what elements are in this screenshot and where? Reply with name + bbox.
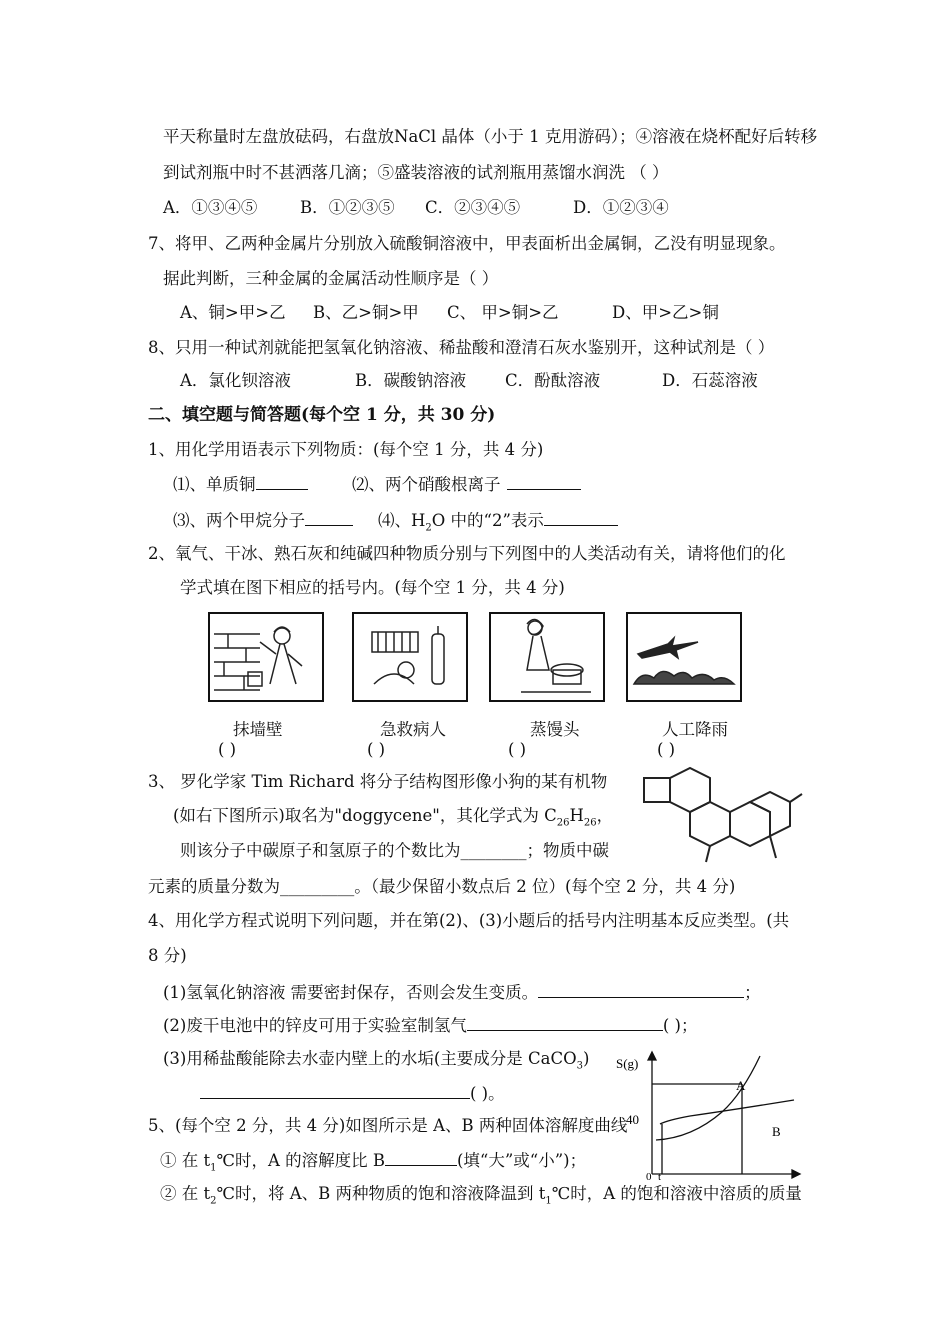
answer-blank[interactable] (538, 981, 744, 998)
fill-3-text-line3: 则该分子中碳原子和氢原子的个数比为________；物质中碳 (180, 841, 609, 860)
image-emergency-patient (352, 612, 468, 702)
fill-1-item-3: ⑶、两个甲烷分子 (173, 509, 353, 532)
q6-text-line2: 到试剂瓶中时不甚洒落几滴；⑤盛装溶液的试剂瓶用蒸馏水润洗 （ ） (163, 163, 669, 182)
fill-4-item-3-answer: ( )。 (200, 1082, 505, 1105)
answer-blank[interactable] (507, 473, 581, 490)
fill-4-item-3: (3)用稀盐酸能除去水壶内壁上的水垢(主要成分是 CaCO$_3$) (163, 1049, 590, 1072)
x-tick-label: t (658, 1171, 662, 1180)
fill-1-item-4: ⑷、$H_2O$ 中的“2”表示 (378, 509, 618, 539)
q6-option-a: A．①③④⑤ (163, 198, 258, 217)
caption-rain: 人工降雨 (662, 720, 728, 739)
answer-blank[interactable] (200, 1082, 470, 1099)
solubility-curve-chart (612, 1050, 802, 1180)
fill-5-item-2: ② 在 $t_2℃$时，将 A、B 两种物质的饱和溶液降温到 $t_1℃$时，A 的饱和溶液中溶质的质量 (160, 1184, 802, 1207)
airplane-cloud-illustration (628, 614, 740, 700)
fill-1-text: 1、用化学用语表示下列物质：(每个空 1 分，共 4 分) (148, 440, 544, 459)
answer-blank[interactable] (544, 509, 618, 526)
curve-a-label: A (736, 1078, 746, 1093)
answer-blank[interactable] (305, 509, 353, 526)
q8-option-c: C．酚酞溶液 (505, 371, 601, 390)
q8-text: 8、只用一种试剂就能把氢氧化钠溶液、稀盐酸和澄清石灰水鉴别开，这种试剂是（ ） (148, 338, 775, 357)
image-steaming-buns (489, 612, 605, 702)
origin-label: 0 (646, 1171, 652, 1180)
answer-paren-1[interactable]: ( ) (218, 740, 237, 759)
x-axis-arrow (792, 1170, 800, 1178)
q7-option-b: B、乙>铜>甲 (313, 303, 419, 322)
answer-paren-3[interactable]: ( ) (508, 740, 527, 759)
oxygen-tank-illustration (354, 614, 466, 700)
answer-paren-4[interactable]: ( ) (657, 740, 676, 759)
y-axis-label: S(g) (616, 1056, 639, 1071)
image-plastering-wall (208, 612, 324, 702)
curve-a (656, 1056, 760, 1140)
q7-option-a: A、铜>甲>乙 (180, 303, 286, 322)
q7-option-c: C、 甲>铜>乙 (447, 303, 559, 322)
answer-paren-2[interactable]: ( ) (367, 740, 386, 759)
section-2-heading: 二、填空题与简答题(每个空 1 分，共 30 分) (148, 405, 496, 425)
fill-3-text-line4: 元素的质量分数为_________。（最少保留小数点后 2 位）(每个空 2 分，共 4 分) (148, 877, 736, 896)
q7-option-d: D、甲>乙>铜 (612, 303, 719, 322)
curve-b (660, 1100, 794, 1124)
curve-b-label: B (772, 1124, 781, 1139)
fill-5-item-1: ① 在 $t_1℃$时，A 的溶解度比 B (填“大”或“小”)； (160, 1151, 587, 1174)
cooking-illustration (491, 614, 603, 700)
answer-blank[interactable] (467, 1014, 663, 1031)
fill-3-text-line1: 3、 罗化学家 Tim Richard 将分子结构图形像小狗的某有机物 (148, 772, 608, 791)
plastering-illustration (210, 614, 322, 700)
q7-text-line1: 7、将甲、乙两种金属片分别放入硫酸铜溶液中，甲表面析出金属铜，乙没有明显现象。 (148, 234, 786, 253)
q8-option-b: B．碳酸钠溶液 (355, 371, 467, 390)
fill-4-text-line2: 8 分) (148, 946, 187, 965)
fill-4-item-1: (1)氢氧化钠溶液 需要密封保存，否则会发生变质。 ； (163, 983, 761, 1002)
fill-3-text-line2: (如右下图所示)取名为"doggycene"，其化学式为 $C_{26}H_{26}$， (173, 806, 614, 829)
q7-text-line2: 据此判断，三种金属的金属活动性顺序是（ ） (163, 269, 499, 288)
caption-plastering: 抹墙壁 (233, 720, 283, 739)
fill-2-text-line2: 学式填在图下相应的括号内。(每个空 1 分，共 4 分) (180, 578, 565, 597)
caption-emergency: 急救病人 (380, 720, 446, 739)
q6-option-c: C．②③④⑤ (425, 198, 521, 217)
q8-option-a: A．氯化钡溶液 (180, 371, 291, 390)
answer-blank[interactable] (256, 473, 308, 490)
fill-2-text-line1: 2、氧气、干冰、熟石灰和纯碱四种物质分别与下列图中的人类活动有关，请将他们的化 (148, 544, 786, 563)
q6-option-d: D．①②③④ (573, 198, 669, 217)
q8-option-d: D．石蕊溶液 (662, 371, 758, 390)
y-tick-40: 40 (626, 1112, 639, 1127)
q6-option-b: B．①②③⑤ (300, 198, 395, 217)
image-artificial-rain (626, 612, 742, 702)
fill-1-item-1: ⑴、单质铜 (173, 473, 308, 496)
answer-blank[interactable] (385, 1149, 457, 1166)
doggycene-structure-diagram (640, 766, 806, 866)
y-axis-arrow (648, 1052, 656, 1060)
fill-1-item-2: ⑵、两个硝酸根离子 (352, 473, 581, 496)
caption-buns: 蒸馒头 (530, 720, 580, 739)
q6-text-line1: 平天称量时左盘放砝码，右盘放NaCl 晶体（小于 1 克用游码）；④溶液在烧杯配好后转移 (163, 127, 818, 146)
fill-4-item-2: (2)废干电池中的锌皮可用于实验室制氢气 ( )； (163, 1016, 698, 1035)
fill-5-text: 5、(每个空 2 分，共 4 分)如图所示是 A、B 两种固体溶解度曲线 (148, 1116, 628, 1135)
fill-4-text-line1: 4、用化学方程式说明下列问题，并在第(2)、(3)小题后的括号内注明基本反应类型。(共 (148, 911, 790, 930)
